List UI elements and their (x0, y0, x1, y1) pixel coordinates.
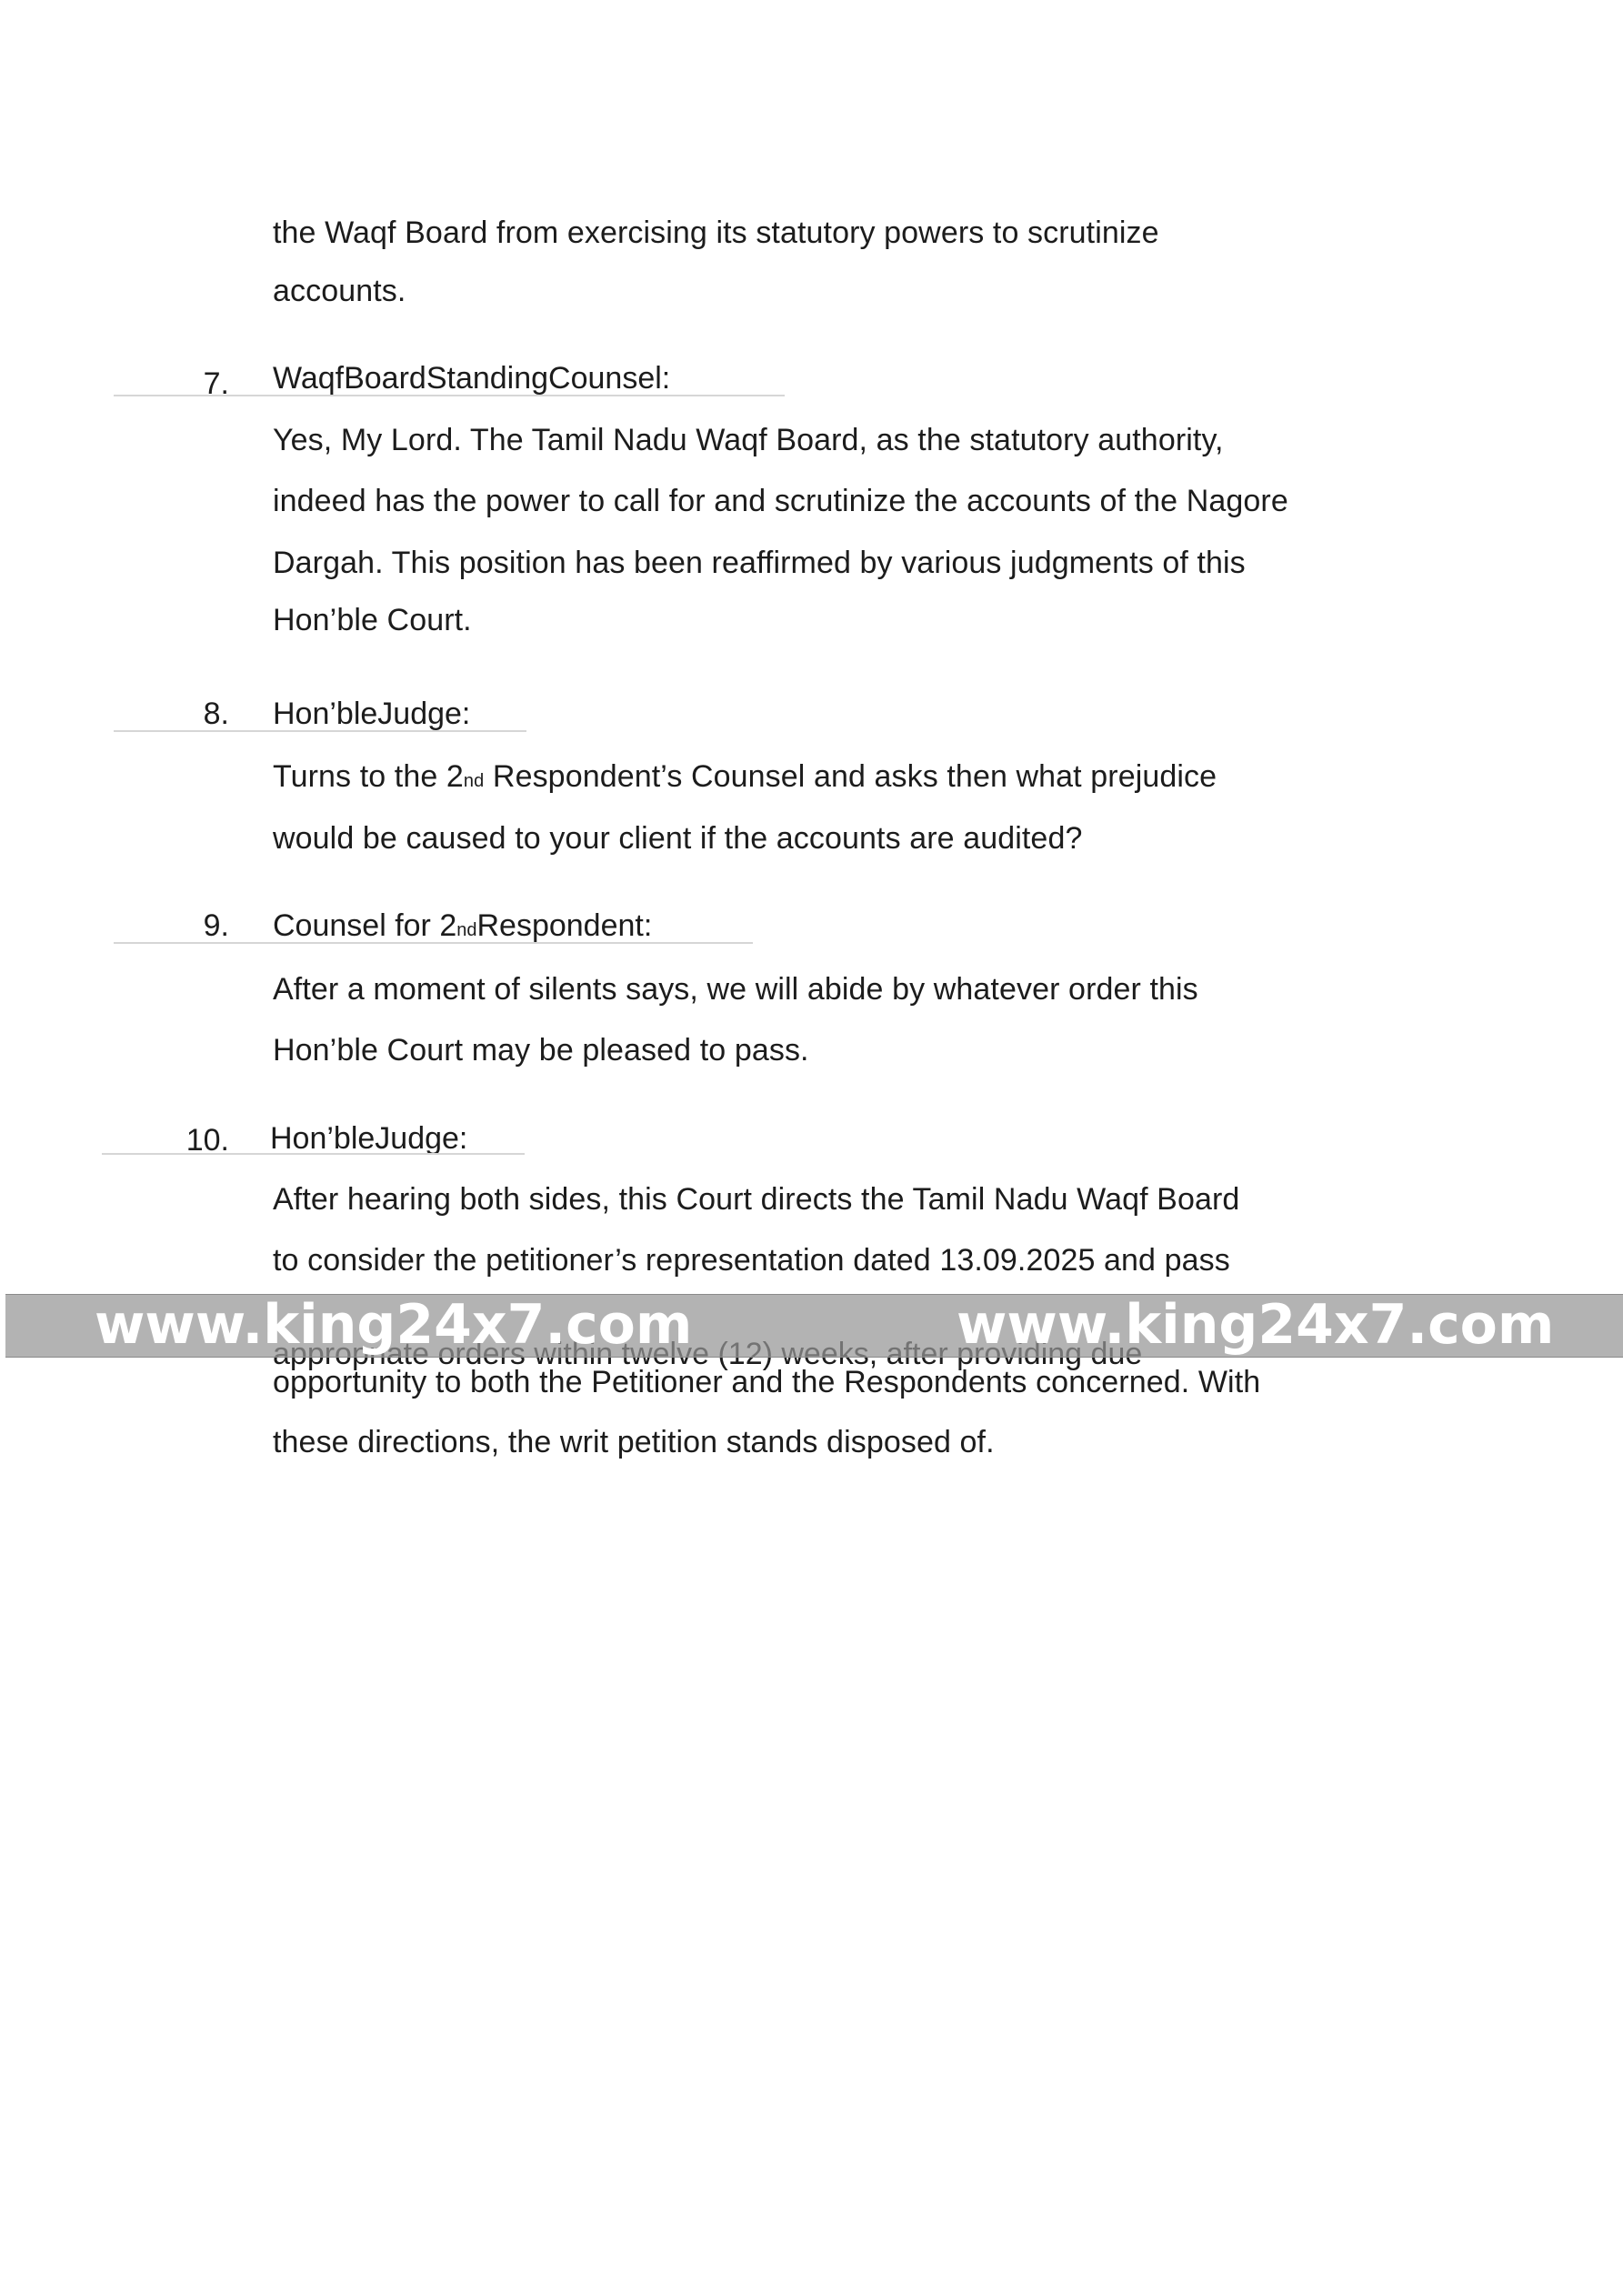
text-run: Respondent: (476, 908, 653, 943)
paragraph-line: to consider the petitioner’s representation dated 13.09.2025 and pass (273, 1243, 1230, 1278)
paragraph-number: 7. (203, 366, 229, 401)
ordinal-suffix: nd (456, 920, 477, 940)
speaker-heading: WaqfBoardStandingCounsel: (273, 361, 671, 396)
paragraph-line: Hon’ble Court. (273, 603, 472, 637)
text-run: Respondent’s Counsel and asks then what prejudice (484, 759, 1217, 794)
text-run: Turns to the 2 (273, 759, 464, 794)
paragraph-line: After hearing both sides, this Court directs the Tamil Nadu Waqf Board (273, 1182, 1240, 1217)
paragraph-line: opportunity to both the Petitioner and the Respondents concerned. With (273, 1365, 1261, 1399)
paragraph-line: After a moment of silents says, we will abide by whatever order this (273, 972, 1198, 1007)
paragraph-number: 10. (185, 1123, 229, 1158)
paragraph-line: Hon’ble Court may be pleased to pass. (273, 1033, 809, 1068)
heading-rule (114, 395, 785, 396)
heading-rule (114, 942, 753, 944)
speaker-heading: Hon’bleJudge: (273, 697, 471, 731)
paragraph-number: 8. (203, 697, 229, 731)
paragraph-line: these directions, the writ petition stands disposed of. (273, 1425, 995, 1459)
speaker-heading: Hon’bleJudge: (270, 1121, 468, 1156)
paragraph-number: 9. (203, 908, 229, 943)
watermark-text: www.king24x7.com (95, 1293, 693, 1357)
paragraph-line: would be caused to your client if the accounts are audited? (273, 821, 1083, 856)
heading-rule (102, 1153, 525, 1155)
watermark-text: www.king24x7.com (957, 1293, 1555, 1357)
carryover-line: accounts. (273, 274, 406, 308)
carryover-line: the Waqf Board from exercising its statutory powers to scrutinize (273, 216, 1159, 250)
paragraph-line: indeed has the power to call for and scrutinize the accounts of the Nagore (273, 484, 1288, 518)
text-run: Counsel for 2 (273, 908, 457, 943)
paragraph-line: Yes, My Lord. The Tamil Nadu Waqf Board, as the statutory authority, (273, 423, 1224, 457)
ordinal-suffix: nd (463, 771, 485, 791)
paragraph-line (273, 758, 1217, 799)
paragraph-line: Dargah. This position has been reaffirmed by various judgments of this (273, 546, 1246, 580)
heading-rule (114, 730, 526, 732)
